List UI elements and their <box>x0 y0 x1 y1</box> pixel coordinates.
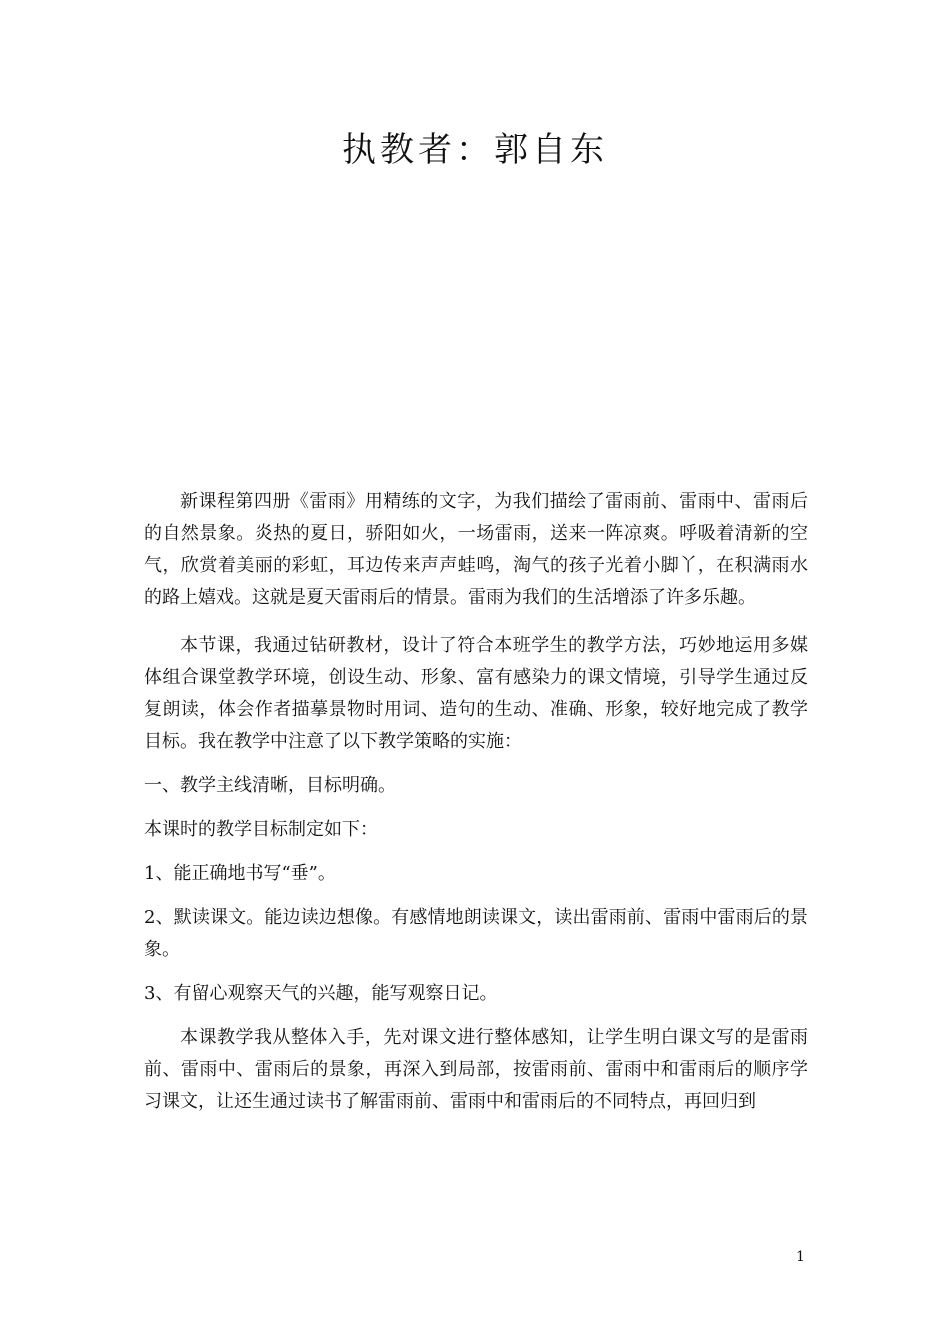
goal-item-3: 3、有留心观察天气的兴趣，能写观察日记。 <box>144 983 498 1004</box>
page-number: 1 <box>796 1249 805 1265</box>
paragraph-teaching-approach: 本课教学我从整体入手，先对课文进行整体感知，让学生明白课文写的是雷雨前、雷雨中、雷雨后的景象，再深入到局部，按雷雨前、雷雨中和雷雨后的顺序学习课文，让还生通过读书了解雷雨前、雷雨中和雷雨后的不同特点，再回归到 <box>144 1027 808 1112</box>
paragraph-lesson-summary: 本节课，我通过钻研教材，设计了符合本班学生的教学方法，巧妙地运用多媒体组合课堂教学环境，创设生动、形象、富有感染力的课文情境，引导学生通过反复朗读，体会作者描摹景物时用词、造句的生动、准确、形象，较好地完成了教学目标。我在教学中注意了以下教学策略的实施： <box>144 635 808 752</box>
body-text <box>144 486 808 1118</box>
paragraph-intro: 新课程第四册《雷雨》用精练的文字，为我们描绘了雷雨前、雷雨中、雷雨后的自然景象。炎热的夏日，骄阳如火，一场雷雨，送来一阵凉爽。呼吸着清新的空气，欣赏着美丽的彩虹，耳边传来声声蛙鸣，淘气的孩子光着小脚丫，在积满雨水的路上嬉戏。这就是夏天雷雨后的情景。雷雨为我们的生活增添了许多乐趣。 <box>144 491 808 608</box>
goal-item-2: 2、默读课文。能边读边想像。有感情地朗读课文，读出雷雨前、雷雨中雷雨后的景象。 <box>144 907 808 960</box>
goal-item-1: 1、能正确地书写“垂”。 <box>144 863 336 884</box>
document-title: 执教者：郭自东 <box>342 130 608 170</box>
paragraph-goals-intro: 本课时的教学目标制定如下： <box>144 819 378 840</box>
heading-section-one: 一、教学主线清晰，目标明确。 <box>144 775 396 796</box>
